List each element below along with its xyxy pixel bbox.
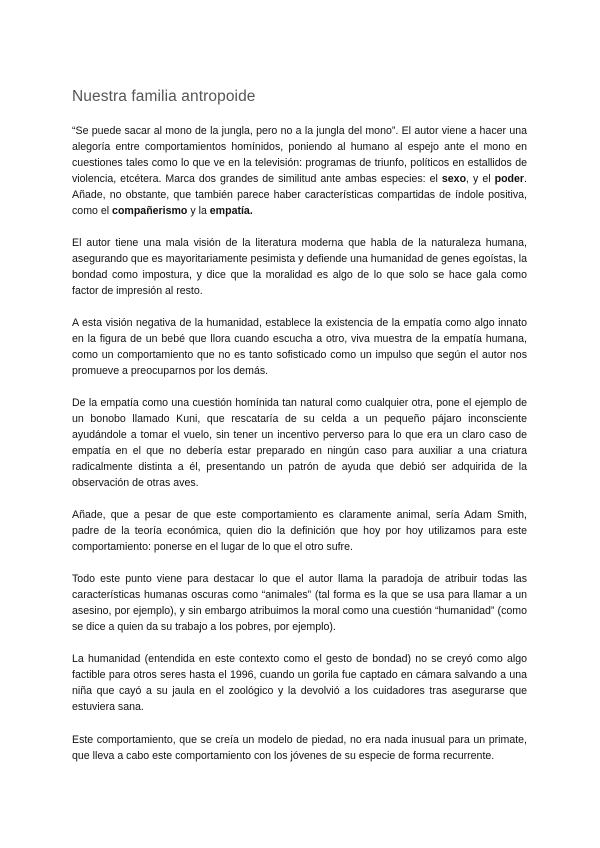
paragraph-5 bbox=[72, 508, 527, 556]
text-run: El autor tiene una mala visión de la literatura moderna que habla de la naturaleza humana, asegurando que es mayoritariamente pesimista y defiende una humanidad de genes egoístas, la bondad como impostura, y dice que la moralidad es algo de lo que solo se hace gala como factor de impresión al resto. bbox=[72, 236, 527, 297]
text-run: Todo este punto viene para destacar lo que el autor llama la paradoja de atribuir todas las características humanas oscuras como “animales” (tal forma es la que se usa para llamar a un asesino, por ejemplo), y sin embargo atribuimos la moral como una cuestión “humanidad” (como se dice a quien da su trabajo a los pobres, por ejemplo). bbox=[72, 573, 527, 634]
paragraph-3 bbox=[72, 316, 527, 380]
paragraph-7 bbox=[72, 652, 527, 716]
text-run: . Añade, no obstante, que también parece haber características compartidas de índole positiva, como el bbox=[72, 172, 527, 217]
bold-term: compañerismo bbox=[112, 204, 188, 217]
text-run: A esta visión negativa de la humanidad, establece la existencia de la empatía como algo innato en la figura de un bebé que llora cuando escucha a otro, viva muestra de la empatía humana, como un comportamiento que no es tanto sofisticado como un impulso que según el autor nos promueve a preocuparnos por los demás. bbox=[72, 317, 527, 377]
text-run: y la bbox=[187, 204, 210, 217]
text-run: De la empatía como una cuestión homínida tan natural como cualquier otra, pone el ejemplo de un bonobo llamado Kuni, que rescataría de su celda a un pequeño pájaro inconsciente ayudándole a tomar el vuelo, sin tener un incentivo perverso para lo que era un claro caso de empatía en el que no debería estar preparado en ningún caso para auxiliar a una criatura radicalmente distinta a él, presentando un patrón de ayuda que debió ser adquirida de la observación de otras aves. bbox=[72, 397, 527, 489]
text-run: La humanidad (entendida en este contexto como el gesto de bondad) no se creyó como algo factible para otros seres hasta el 1996, cuando un gorila fue captado en cámara salvando a una niña que cayó a su jaula en el zoológico y la devolvió a los cuidadores tras asegurarse que estuviera sana. bbox=[72, 653, 527, 714]
paragraph-4 bbox=[72, 396, 527, 491]
bold-term: sexo bbox=[441, 172, 467, 185]
paragraph-2 bbox=[72, 236, 527, 300]
text-run: Este comportamiento, que se creía un modelo de piedad, no era nada inusual para un primate, que lleva a cabo este comportamiento con los jóvenes de su especie de forma recurrente. bbox=[72, 733, 527, 762]
document-title: Nuestra familia antropoide bbox=[72, 88, 256, 105]
paragraph-8 bbox=[72, 733, 527, 765]
bold-term: poder bbox=[494, 172, 525, 185]
text-run: Añade, que a pesar de que este comportamiento es claramente animal, sería Adam Smith, padre de la teoría económica, quien dio la definición que hoy por hoy utilizamos para este comportamiento: ponerse en el lugar de lo que el otro sufre. bbox=[72, 509, 527, 553]
text-run: , y el bbox=[466, 172, 495, 185]
text-run: “Se puede sacar al mono de la jungla, pero no a la jungla del mono”. El autor viene a hacer una alegoría entre comportamientos homínidos, poniendo al humano al espejo ante el mono en cuestiones tales como lo que ve en la televisión: programas de triunfo, políticos en estallidos de violencia, etcétera. Marca dos grandes de similitud ante ambas especies: el bbox=[72, 125, 527, 185]
document-body bbox=[72, 124, 527, 781]
paragraph-1 bbox=[72, 124, 527, 219]
bold-term: empatía. bbox=[209, 204, 253, 217]
paragraph-6 bbox=[72, 572, 527, 636]
